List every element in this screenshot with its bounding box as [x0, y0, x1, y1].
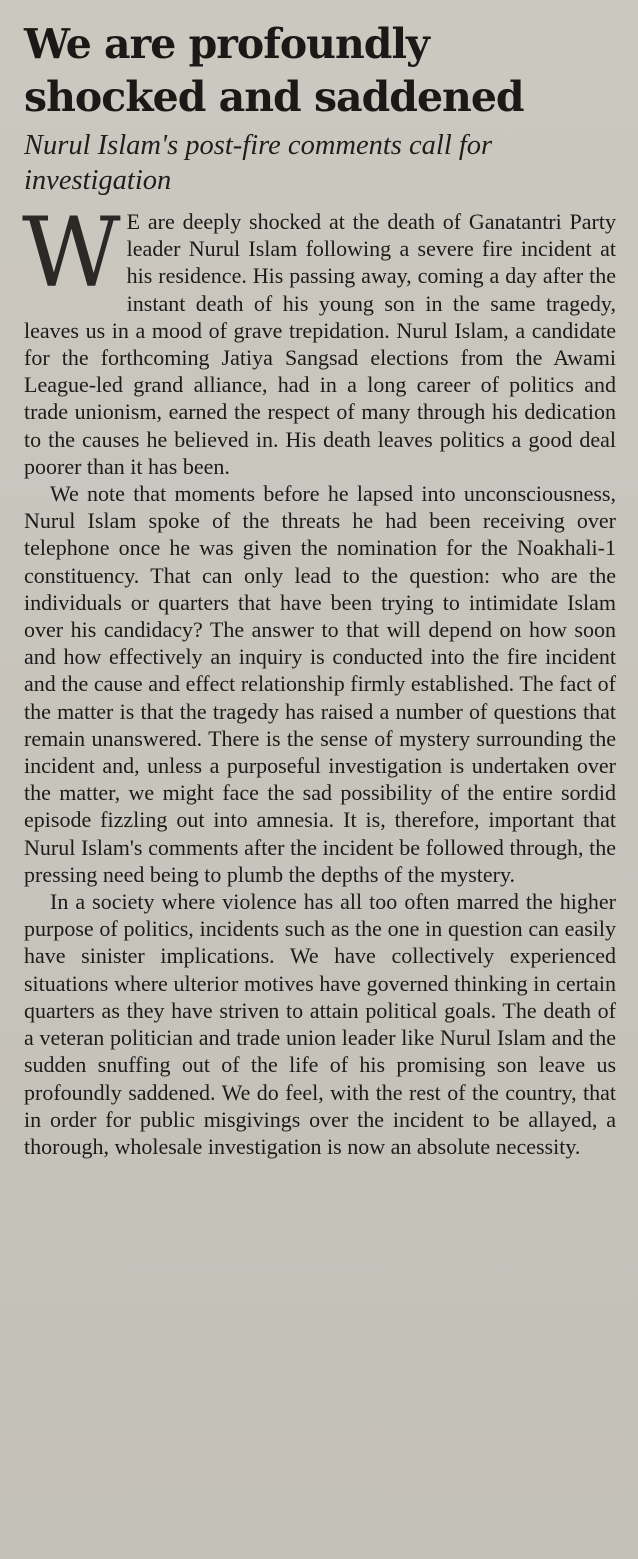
- paragraph-1: [22, 197, 616, 480]
- drop-cap: W: [22, 197, 121, 309]
- subheadline: Nurul Islam's post-fire comments call for investigation: [24, 130, 493, 196]
- article-body: [22, 197, 616, 1160]
- headline: We are profoundly shocked and saddened: [24, 20, 524, 121]
- paragraph-2: We note that moments before he lapsed into unconsciousness, Nurul Islam spoke of the threats he had been receiving over telephone once he was given the nomination for the Noakhali-1 constituency. That can only lead to the question: who are the individuals or quarters that have been trying to intimidate Islam over his candidacy? The answer to that will depend on how soon and how effectively an inquiry is conducted into the fire incident and the cause and effect relationship firmly established. The fact of the matter is that the tragedy has raised a number of questions that remain unanswered. There is the sense of mystery surrounding the incident and, unless a purposeful investigation is undertaken over the matter, we might face the sad possibility of the entire sordid episode fizzling out into amnesia. It is, therefore, important that Nurul Islam's comments after the incident be followed through, the pressing need being to plumb the depths of the mystery.: [24, 481, 616, 887]
- paragraph-3: In a society where violence has all too often marred the higher purpose of politics, incidents such as the one in question can easily have sinister implications. We have collectively experienced situations where ulterior motives have governed thinking in certain quarters as they have striven to attain political goals. The death of a veteran politician and trade union leader like Nurul Islam and the sudden snuffing out of the life of his promising son leave us profoundly saddened. We do feel, with the rest of the country, that in order for public misgivings over the incident to be allayed, a thorough, wholesale investigation is now an absolute necessity.: [24, 889, 616, 1159]
- paragraph-1-text: E are deeply shocked at the death of Ganatantri Party leader Nurul Islam following a severe fire incident at his residence. His passing away, coming a day after the instant death of his young son in the same tragedy, leaves us in a mood of grave trepidation. Nurul Islam, a candidate for the forthcoming Jatiya Sangsad elections from the Awami League-led grand alliance, had in a long career of politics and trade unionism, earned the respect of many through his dedication to the causes he believed in. His death leaves politics a good deal poorer than it has been.: [24, 209, 616, 479]
